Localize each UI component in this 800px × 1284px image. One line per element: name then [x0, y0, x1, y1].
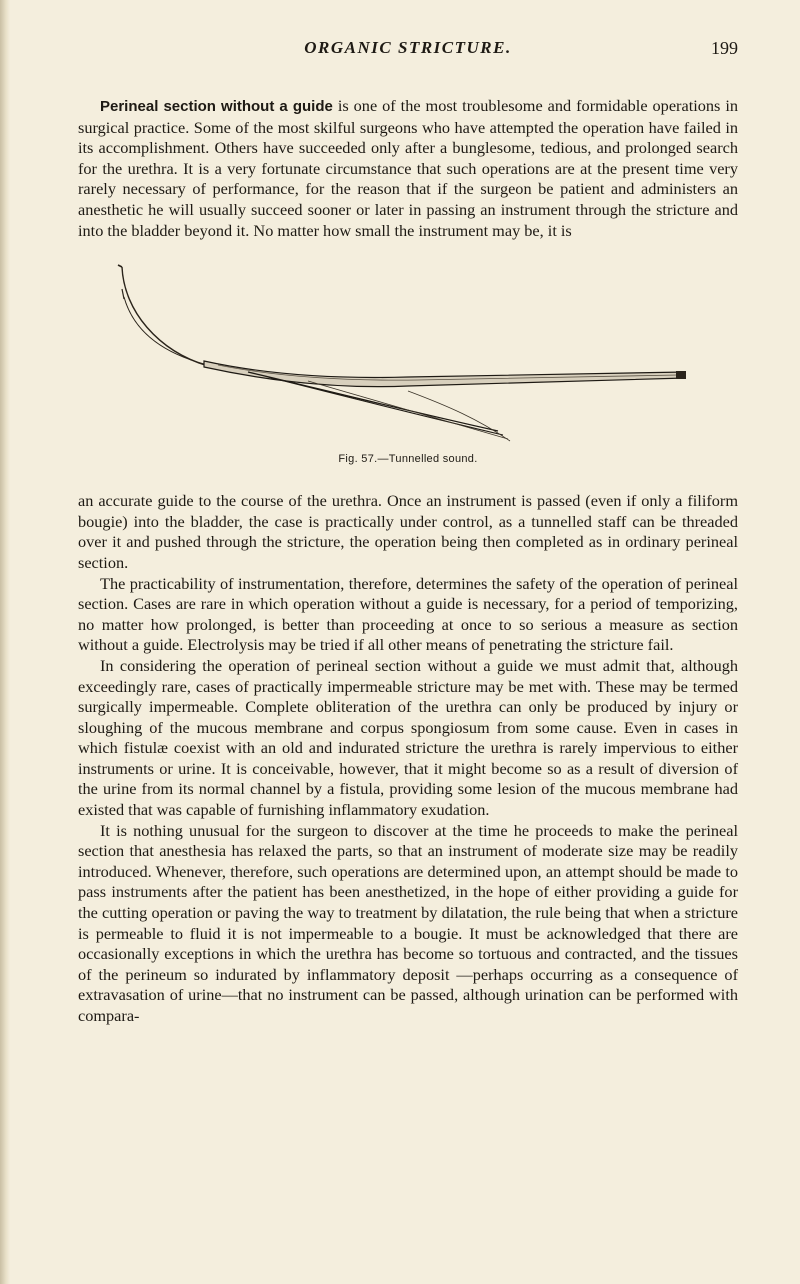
page-binding-edge	[0, 0, 10, 1284]
running-title: ORGANIC STRICTURE.	[304, 38, 512, 57]
paragraph-lead: Perineal section without a guide	[100, 98, 333, 115]
intro-paragraph	[78, 96, 738, 241]
body-paragraph: The practicability of instrumentation, therefore, determines the safety of the operation of perineal section. Cases are rare in which operation without a guide is necessary, for a period of temporizing, no matter how prolonged, is better than proceeding at once to so serious a measure as section without a guide. Electrolysis may be tried if all other means of penetrating the stricture fail.	[78, 573, 738, 655]
running-head	[78, 38, 738, 64]
page-number: 199	[711, 38, 738, 58]
body-text	[78, 491, 738, 1026]
body-paragraph: In considering the operation of perineal section without a guide we must admit that, although exceedingly rare, cases of practically impermeable stricture may be met with. These may be termed surgically impermeable. Complete obliteration of the urethra can only be produced by injury or sloughing of the mucous membrane and corpus spongiosum from some cause. Even in cases in which fistulæ coexist with an old and indurated stricture the urethra is rarely impervious to either instruments or urine. It is conceivable, however, that it might become so as a result of diversion of the urine from its normal channel by a fistula, providing some lesion of the mucous membrane had existed that was capable of furnishing inflammatory exudation.	[78, 655, 738, 820]
figure-caption: Fig. 57.—Tunnelled sound.	[338, 453, 478, 466]
intro-text: is one of the most troublesome and formidable operations in surgical practice. Some of the most skilful surgeons who have attempted the operation have failed in its accomplishment. Others have succeeded only after a bunglesome, tedious, and prolonged search for the urethra. It is a very fortunate circumstance that such operations are at the present time very rarely necessary of performance, for the reason that if the surgeon be patient and administers an anesthetic he will usually succeed sooner or later in passing an instrument through the stricture and into the bladder beyond it. No matter how small the instrument may be, it is	[78, 96, 738, 240]
book-page	[78, 38, 738, 1027]
body-paragraph: an accurate guide to the course of the urethra. Once an instrument is passed (even if only a filiform bougie) into the bladder, the case is practically under control, as a tunnelled staff can be threaded over it and pushed through the stricture, the operation being then completed as in ordinary perineal section.	[78, 491, 738, 572]
body-paragraph: It is nothing unusual for the surgeon to discover at the time he proceeds to make the perineal section that anesthesia has relaxed the parts, so that an instrument of moderate size may be readily introduced. Whenever, therefore, such operations are determined upon, an attempt should be made to pass instruments after the patient has been anesthetized, in the hope of either providing a guide for the cutting operation or paving the way to treatment by dilatation, the rule being that when a stricture is permeable to fluid it is not impermeable to a bougie. It must be acknowledged that there are occasionally exceptions in which the urethra has become so tortuous and contracted, and the tissues of the perineum so indurated by inflammatory deposit —perhaps occurring as a consequence of extravasation of urine—that no instrument can be passed, although urination can be performed with compara-	[78, 820, 738, 1025]
figure-tunnelled-sound	[78, 241, 738, 491]
